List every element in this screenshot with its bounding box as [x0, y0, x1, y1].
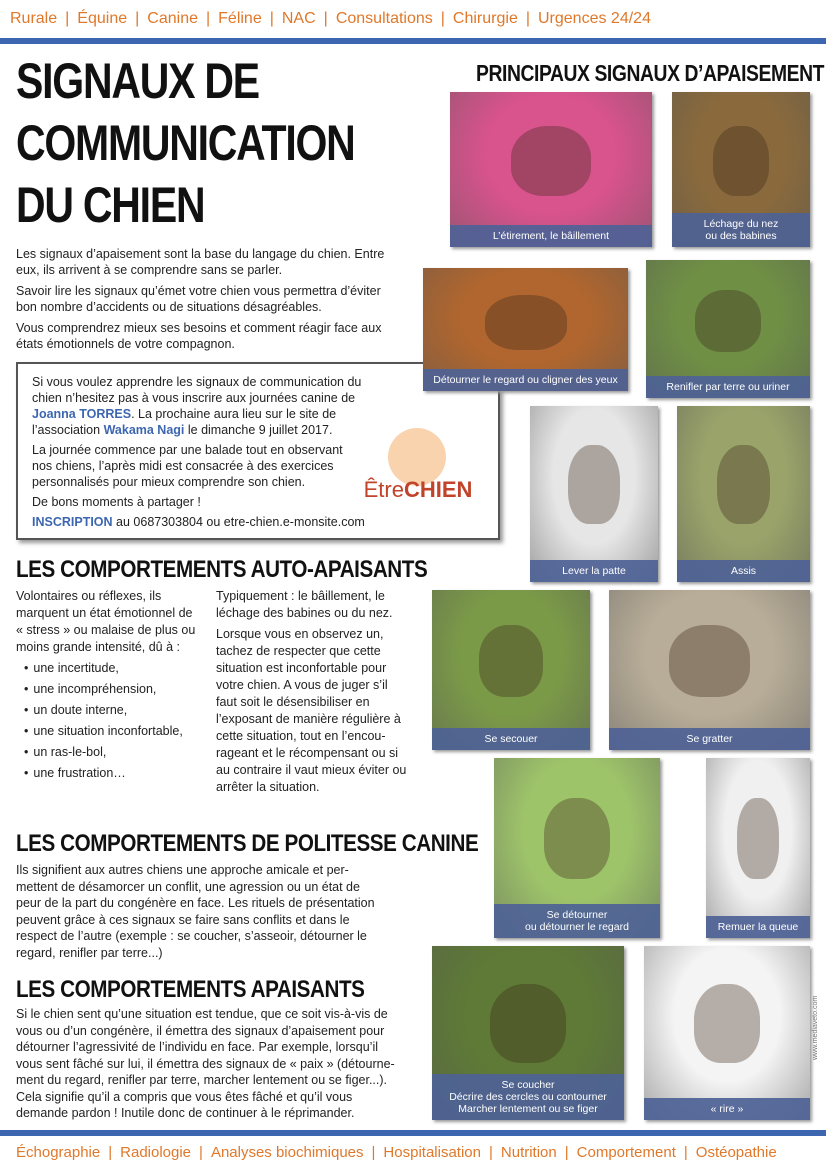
top-nav-item[interactable]: Canine [147, 10, 198, 27]
etre-chien-logo [348, 422, 488, 522]
photo-caption: Renifler par terre ou uriner [646, 376, 810, 398]
info-text: . La prochaine aura lieu sur le site de l’association [32, 407, 337, 437]
dog-photo [432, 590, 590, 750]
nav-separator: | [269, 10, 274, 27]
registration-contact[interactable]: au 0687303804 ou etre-chien.e-monsite.com [112, 515, 365, 529]
dog-silhouette-icon [669, 625, 749, 697]
dog-silhouette-icon [713, 126, 768, 196]
dog-silhouette-icon [717, 445, 770, 524]
nav-separator: | [108, 1143, 113, 1161]
bottom-nav-item[interactable]: Comportement [576, 1143, 676, 1161]
dog-photo [609, 590, 810, 750]
info-text: le dimanche 9 juillet 2017. [184, 423, 333, 437]
cause-list [16, 660, 201, 782]
bottom-nav-item[interactable]: Hospitalisation [383, 1143, 481, 1161]
dog-silhouette-icon [511, 126, 592, 196]
nav-separator: | [488, 1143, 493, 1161]
cause-list-item: • une incompréhension, [24, 681, 201, 698]
apaisants-text: Si le chien sent qu’une situation est tendue, que ce soit vis-à-vis de vous ou d’un congénère, il émettra des signaux d’apaisement pour détourner l’agressivité de l’individu en face. Par exemple, lorsqu’il vous sent fâché sur lui, il émettra des signaux de « paix » (détourne-ment du regard, renifler par terre, marcher lentement ou se figer...). Cela signifie qu’il a compris que vous êtes fâché et qu’il vous demande pardon ! Inutile donc de continuer à le réprimander. [16, 1007, 395, 1120]
photo-caption: Se coucher Décrire des cercles ou contourner Marcher lentement ou se figer [432, 1074, 624, 1120]
top-nav-item[interactable]: Urgences 24/24 [538, 10, 651, 27]
photo-caption: L’étirement, le bâillement [450, 225, 652, 247]
auto-intro: Volontaires ou réflexes, ils marquent un état émotionnel de « stress » ou malaise de plus ou moins grande intensité, dû à : [16, 589, 196, 654]
photo-caption: Léchage du nez ou des babines [672, 213, 810, 247]
nav-separator: | [65, 10, 70, 27]
cause-list-item: • une incertitude, [24, 660, 201, 677]
bottom-divider-bar [0, 1130, 826, 1136]
top-nav-item[interactable]: Rurale [10, 10, 58, 27]
bottom-nav-item[interactable]: Ostéopathie [695, 1143, 777, 1161]
cause-list-item: • un doute interne, [24, 702, 201, 719]
photo-caption: « rire » [644, 1098, 810, 1120]
top-nav [0, 0, 826, 38]
photo-caption: Lever la patte [530, 560, 658, 582]
logo-text-a: Être [363, 477, 404, 502]
bottom-nav-item[interactable]: Nutrition [500, 1143, 557, 1161]
photo-caption: Se détourner ou détourner le regard [494, 904, 660, 938]
title-line-1: SIGNAUX DE [16, 53, 259, 109]
dog-photo [450, 92, 652, 247]
auto-left-column [16, 588, 201, 786]
signals-title: PRINCIPAUX SIGNAUX D’APAISEMENT [476, 60, 825, 86]
photo-caption: Assis [677, 560, 810, 582]
dog-photo [530, 406, 658, 582]
auto-paragraph: Typiquement : le bâillement, le léchage des babines ou du nez. [216, 589, 393, 620]
bottom-nav-item[interactable]: Analyses biochimiques [210, 1143, 364, 1161]
nav-separator: | [525, 10, 530, 27]
dog-silhouette-icon [485, 295, 567, 350]
bottom-nav [0, 1138, 826, 1166]
nav-separator: | [323, 10, 328, 27]
dog-silhouette-icon [737, 798, 779, 879]
association-name: Wakama Nagi [103, 423, 185, 437]
top-divider-bar [0, 38, 826, 44]
dog-photo [677, 406, 810, 582]
section-heading-politesse: LES COMPORTEMENTS DE POLITESSE CANINE [16, 830, 479, 857]
nav-separator: | [135, 10, 140, 27]
cause-list-item: • un ras-le-bol, [24, 744, 201, 761]
info-paragraph [32, 374, 362, 438]
dog-photo [706, 758, 810, 938]
logo-text-b: CHIEN [403, 477, 473, 502]
dog-photo [494, 758, 660, 938]
cause-list-item: • une frustration… [24, 765, 201, 782]
dog-photo [423, 268, 628, 391]
top-nav-item[interactable]: Équine [77, 10, 128, 27]
top-nav-item[interactable]: Féline [218, 10, 262, 27]
intro-paragraph: Savoir lire les signaux qu’émet votre chien vous permettra d’éviter bon nombre d’accidents ou de situations désagréables. [16, 284, 381, 314]
section-heading-apaisants: LES COMPORTEMENTS APAISANTS [16, 976, 365, 1003]
top-nav-item[interactable]: Consultations [335, 10, 433, 27]
nav-separator: | [199, 1143, 203, 1161]
dog-photo [672, 92, 810, 247]
nav-separator: | [683, 1143, 688, 1161]
dog-photo [432, 946, 624, 1120]
nav-separator: | [205, 10, 211, 27]
dog-silhouette-icon [568, 445, 619, 524]
page-title [16, 50, 360, 236]
cause-list-item: • une situation inconfortable, [24, 723, 201, 740]
photo-caption: Détourner le regard ou cligner des yeux [423, 369, 628, 391]
photo-caption: Remuer la queue [706, 916, 810, 938]
info-paragraph: La journée commence par une balade tout en observant nos chiens, l’après midi est consacrée à des exercices personnalisés pour mieux comprendre son chien. [32, 443, 343, 489]
logo-text [348, 477, 488, 502]
top-nav-item[interactable]: Chirurgie [452, 10, 518, 27]
intro-text [16, 246, 401, 357]
bottom-nav-item[interactable]: Radiologie [120, 1143, 192, 1161]
info-paragraph: De bons moments à partager ! [32, 495, 201, 509]
section-heading-auto: LES COMPORTEMENTS AUTO-APAISANTS [16, 556, 428, 583]
bottom-nav-item[interactable]: Échographie [16, 1143, 101, 1161]
intro-paragraph: Les signaux d’apaisement sont la base du langage du chien. Entre eux, ils arrivent à se comprendre sans se parler. [16, 247, 385, 277]
dog-silhouette-icon [695, 290, 761, 352]
dog-silhouette-icon [694, 984, 760, 1062]
title-line-3: DU CHIEN [16, 177, 205, 233]
nav-separator: | [564, 1143, 569, 1161]
politesse-text: Ils signifient aux autres chiens une approche amicale et per-mettent de désamorcer un conflit, une agression ou un état de peur de la part du congénère en face. Les rituels de présentation peuvent grâce à ces signaux se faire sans conflits et dans le respect de l’autre (exemple : se coucher, s’asseoir, détourner le regard, renifler par terre...) [16, 863, 375, 960]
info-text: Si vous voulez apprendre les signaux de communication du chien n’hesitez pas à vous inscrire aux journées canine de [32, 375, 362, 405]
registration-label: INSCRIPTION [32, 515, 113, 529]
photo-caption: Se gratter [609, 728, 810, 750]
nav-separator: | [440, 10, 445, 27]
nav-separator: | [371, 1143, 376, 1161]
dog-silhouette-icon [479, 625, 542, 697]
auto-right-column [216, 588, 411, 800]
auto-paragraph: Lorsque vous en observez un, tachez de respecter que cette situation est inconfortable pour votre chien. A vous de juger s’il faut soit le désensibiliser en l’exposant de manière régulière à cette situation, tout en l’encou-rageant et le récompensant ou si au contraire il vaut mieux éviter ou arrêter la situation. [216, 627, 407, 794]
dog-silhouette-icon [490, 984, 567, 1062]
dog-silhouette-icon [544, 798, 610, 879]
title-line-2: COMMUNICATION [16, 115, 355, 171]
credit-text: www.mediaveto.com [812, 995, 819, 1060]
dog-photo [644, 946, 810, 1120]
dog-photo [646, 260, 810, 398]
photo-caption: Se secouer [432, 728, 590, 750]
trainer-name: Joanna TORRES [32, 407, 132, 421]
top-nav-item[interactable]: NAC [281, 10, 316, 27]
intro-paragraph: Vous comprendrez mieux ses besoins et comment réagir face aux états émotionnels de votre compagnon. [16, 321, 382, 351]
